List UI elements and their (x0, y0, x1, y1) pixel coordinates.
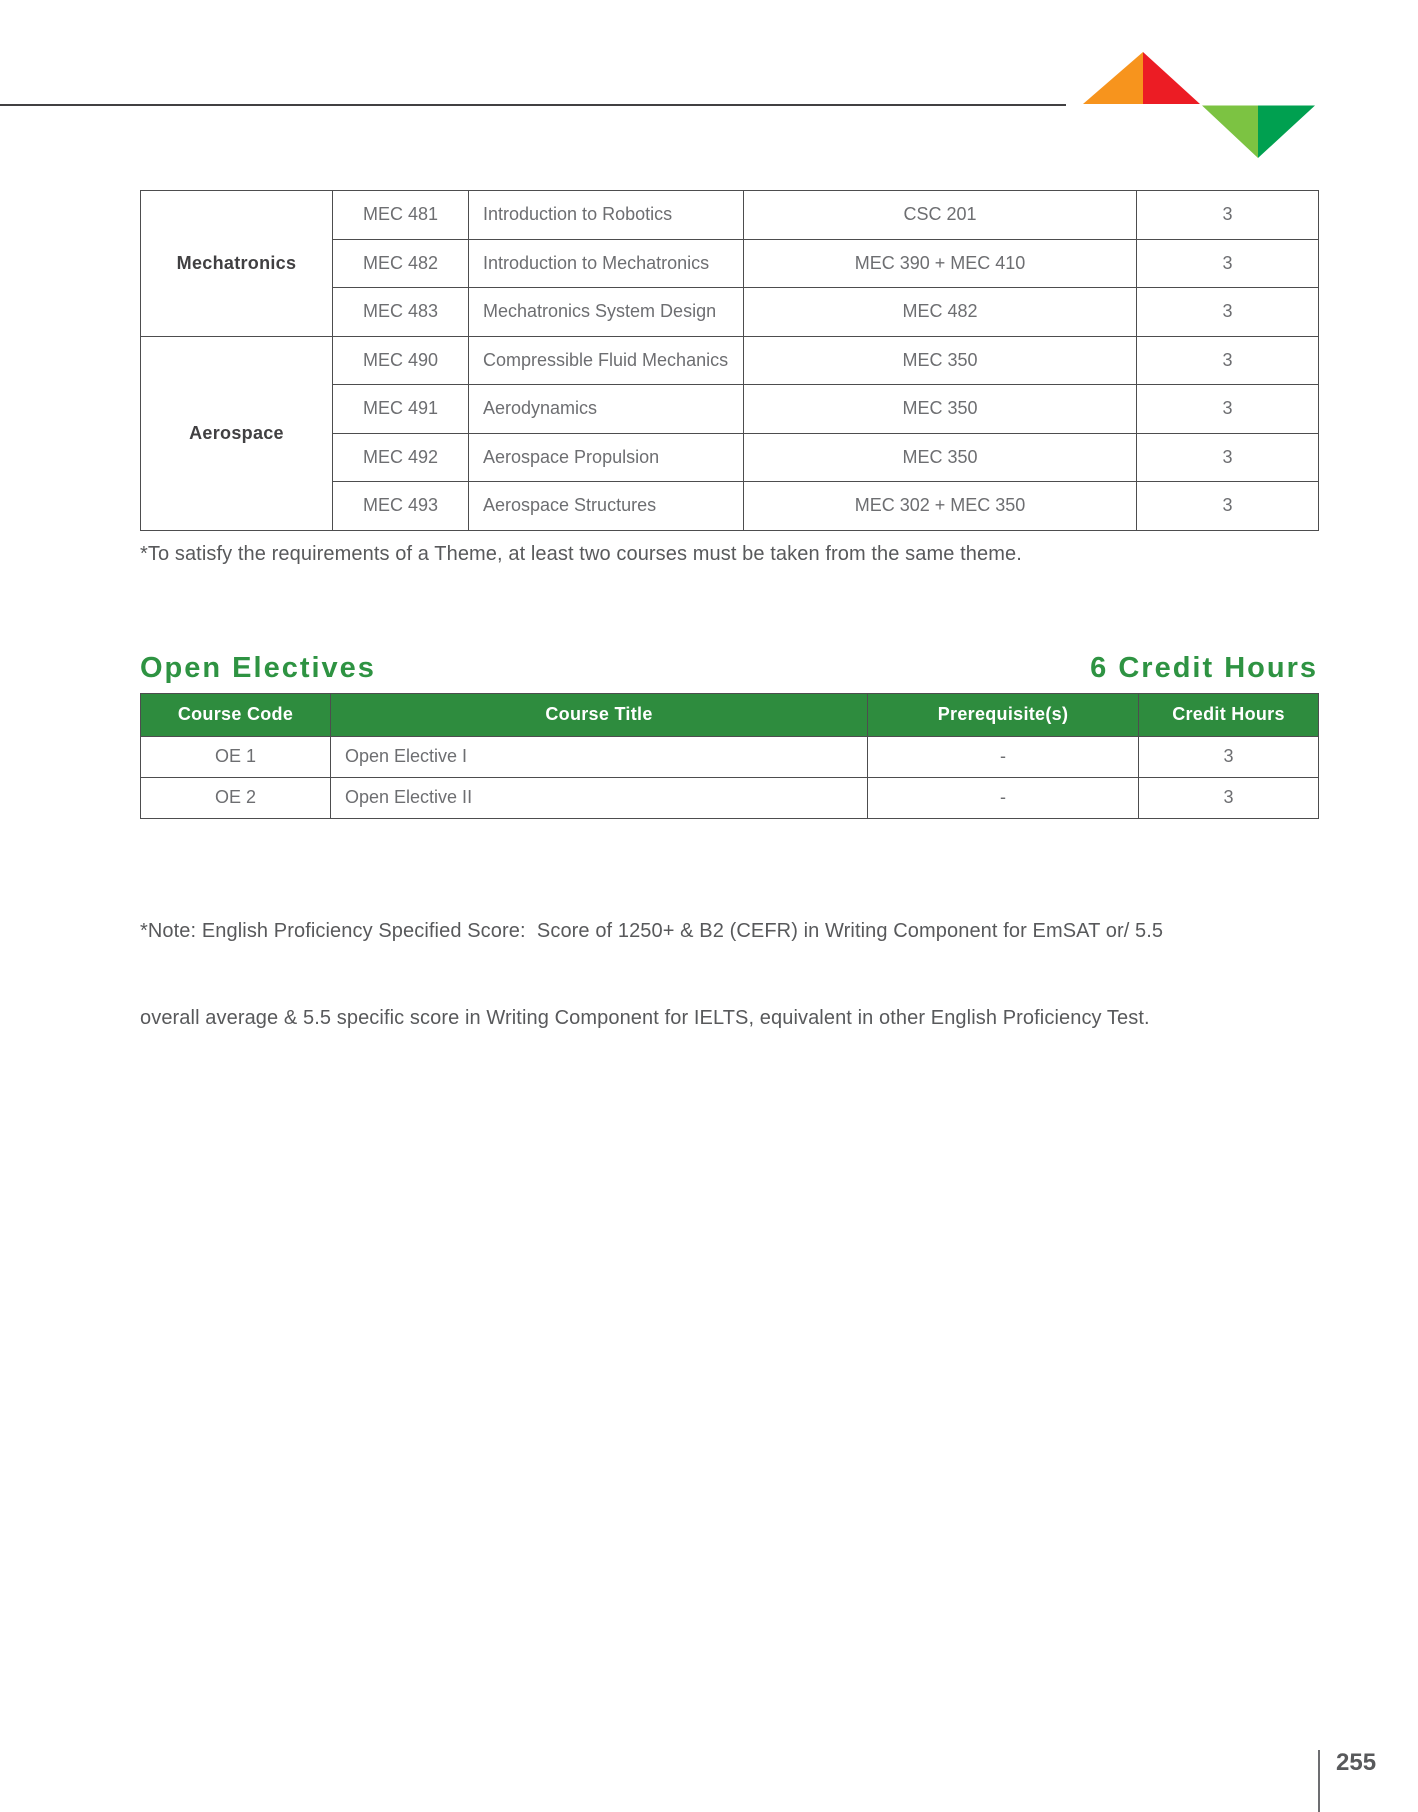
open-electives-heading-row (140, 652, 1318, 684)
course-code-cell: MEC 490 (333, 336, 469, 385)
theme-label-aerospace: Aerospace (141, 336, 333, 530)
section-title: Open Electives (140, 651, 376, 684)
credit-hours-cell: 3 (1137, 239, 1319, 288)
course-code-cell: MEC 493 (333, 482, 469, 531)
logo-dark-green-triangle-icon (1258, 106, 1315, 159)
note-line-2: overall average & 5.5 specific score in Writing Component for IELTS, equivalent in other English Proficiency Test. (140, 1006, 1150, 1029)
logo-light-green-triangle-icon (1202, 106, 1258, 159)
credit-hours-cell: 3 (1139, 777, 1319, 818)
prerequisites-cell: CSC 201 (744, 191, 1137, 240)
course-title-cell: Mechatronics System Design (469, 288, 744, 337)
header-course-code: Course Code (141, 693, 331, 736)
course-title-cell: Introduction to Mechatronics (469, 239, 744, 288)
course-code-cell: MEC 492 (333, 433, 469, 482)
section-credit-hours: 6 Credit Hours (1090, 651, 1318, 684)
course-title-cell: Aerospace Propulsion (469, 433, 744, 482)
credit-hours-cell: 3 (1137, 482, 1319, 531)
header-credit-hours: Credit Hours (1139, 693, 1319, 736)
open-electives-table (140, 693, 1319, 819)
prerequisites-cell: MEC 390 + MEC 410 (744, 239, 1137, 288)
credit-hours-cell: 3 (1137, 191, 1319, 240)
theme-label-mechatronics: Mechatronics (141, 191, 333, 337)
prerequisites-cell: - (868, 777, 1139, 818)
course-code-cell: OE 2 (141, 777, 331, 818)
course-code-cell: MEC 481 (333, 191, 469, 240)
table-row (141, 336, 1319, 385)
course-code-cell: OE 1 (141, 736, 331, 777)
course-title-cell: Introduction to Robotics (469, 191, 744, 240)
course-title-cell: Aerospace Structures (469, 482, 744, 531)
page-number: 255 (1336, 1749, 1377, 1776)
table-header-row (141, 693, 1319, 736)
page-number-divider-line (1318, 1750, 1320, 1812)
logo-orange-triangle-icon (1083, 52, 1143, 104)
table-row (141, 736, 1319, 777)
credit-hours-cell: 3 (1139, 736, 1319, 777)
prerequisites-cell: - (868, 736, 1139, 777)
university-logo-icon (1083, 52, 1316, 159)
prerequisites-cell: MEC 350 (744, 433, 1137, 482)
top-divider-line (0, 104, 1066, 106)
course-title-cell: Compressible Fluid Mechanics (469, 336, 744, 385)
course-code-cell: MEC 491 (333, 385, 469, 434)
table-row (141, 777, 1319, 818)
note-line-1: *Note: English Proficiency Specified Score: Score of 1250+ & B2 (CEFR) in Writing Component for EmSAT or/ 5.5 (140, 919, 1164, 942)
prerequisites-cell: MEC 350 (744, 336, 1137, 385)
course-title-cell: Aerodynamics (469, 385, 744, 434)
credit-hours-cell: 3 (1137, 385, 1319, 434)
course-title-cell: Open Elective I (331, 736, 868, 777)
prerequisites-cell: MEC 350 (744, 385, 1137, 434)
english-proficiency-note (140, 859, 1318, 1091)
prerequisites-cell: MEC 302 + MEC 350 (744, 482, 1137, 531)
page-content (140, 190, 1318, 1091)
theme-footnote: *To satisfy the requirements of a Theme, at least two courses must be taken from the same theme. (140, 542, 1022, 565)
header-prerequisites: Prerequisite(s) (868, 693, 1139, 736)
course-code-cell: MEC 483 (333, 288, 469, 337)
theme-courses-table (140, 190, 1319, 531)
credit-hours-cell: 3 (1137, 336, 1319, 385)
logo-red-triangle-icon (1143, 52, 1200, 104)
table-row (141, 191, 1319, 240)
credit-hours-cell: 3 (1137, 288, 1319, 337)
course-title-cell: Open Elective II (331, 777, 868, 818)
course-code-cell: MEC 482 (333, 239, 469, 288)
header-course-title: Course Title (331, 693, 868, 736)
prerequisites-cell: MEC 482 (744, 288, 1137, 337)
credit-hours-cell: 3 (1137, 433, 1319, 482)
